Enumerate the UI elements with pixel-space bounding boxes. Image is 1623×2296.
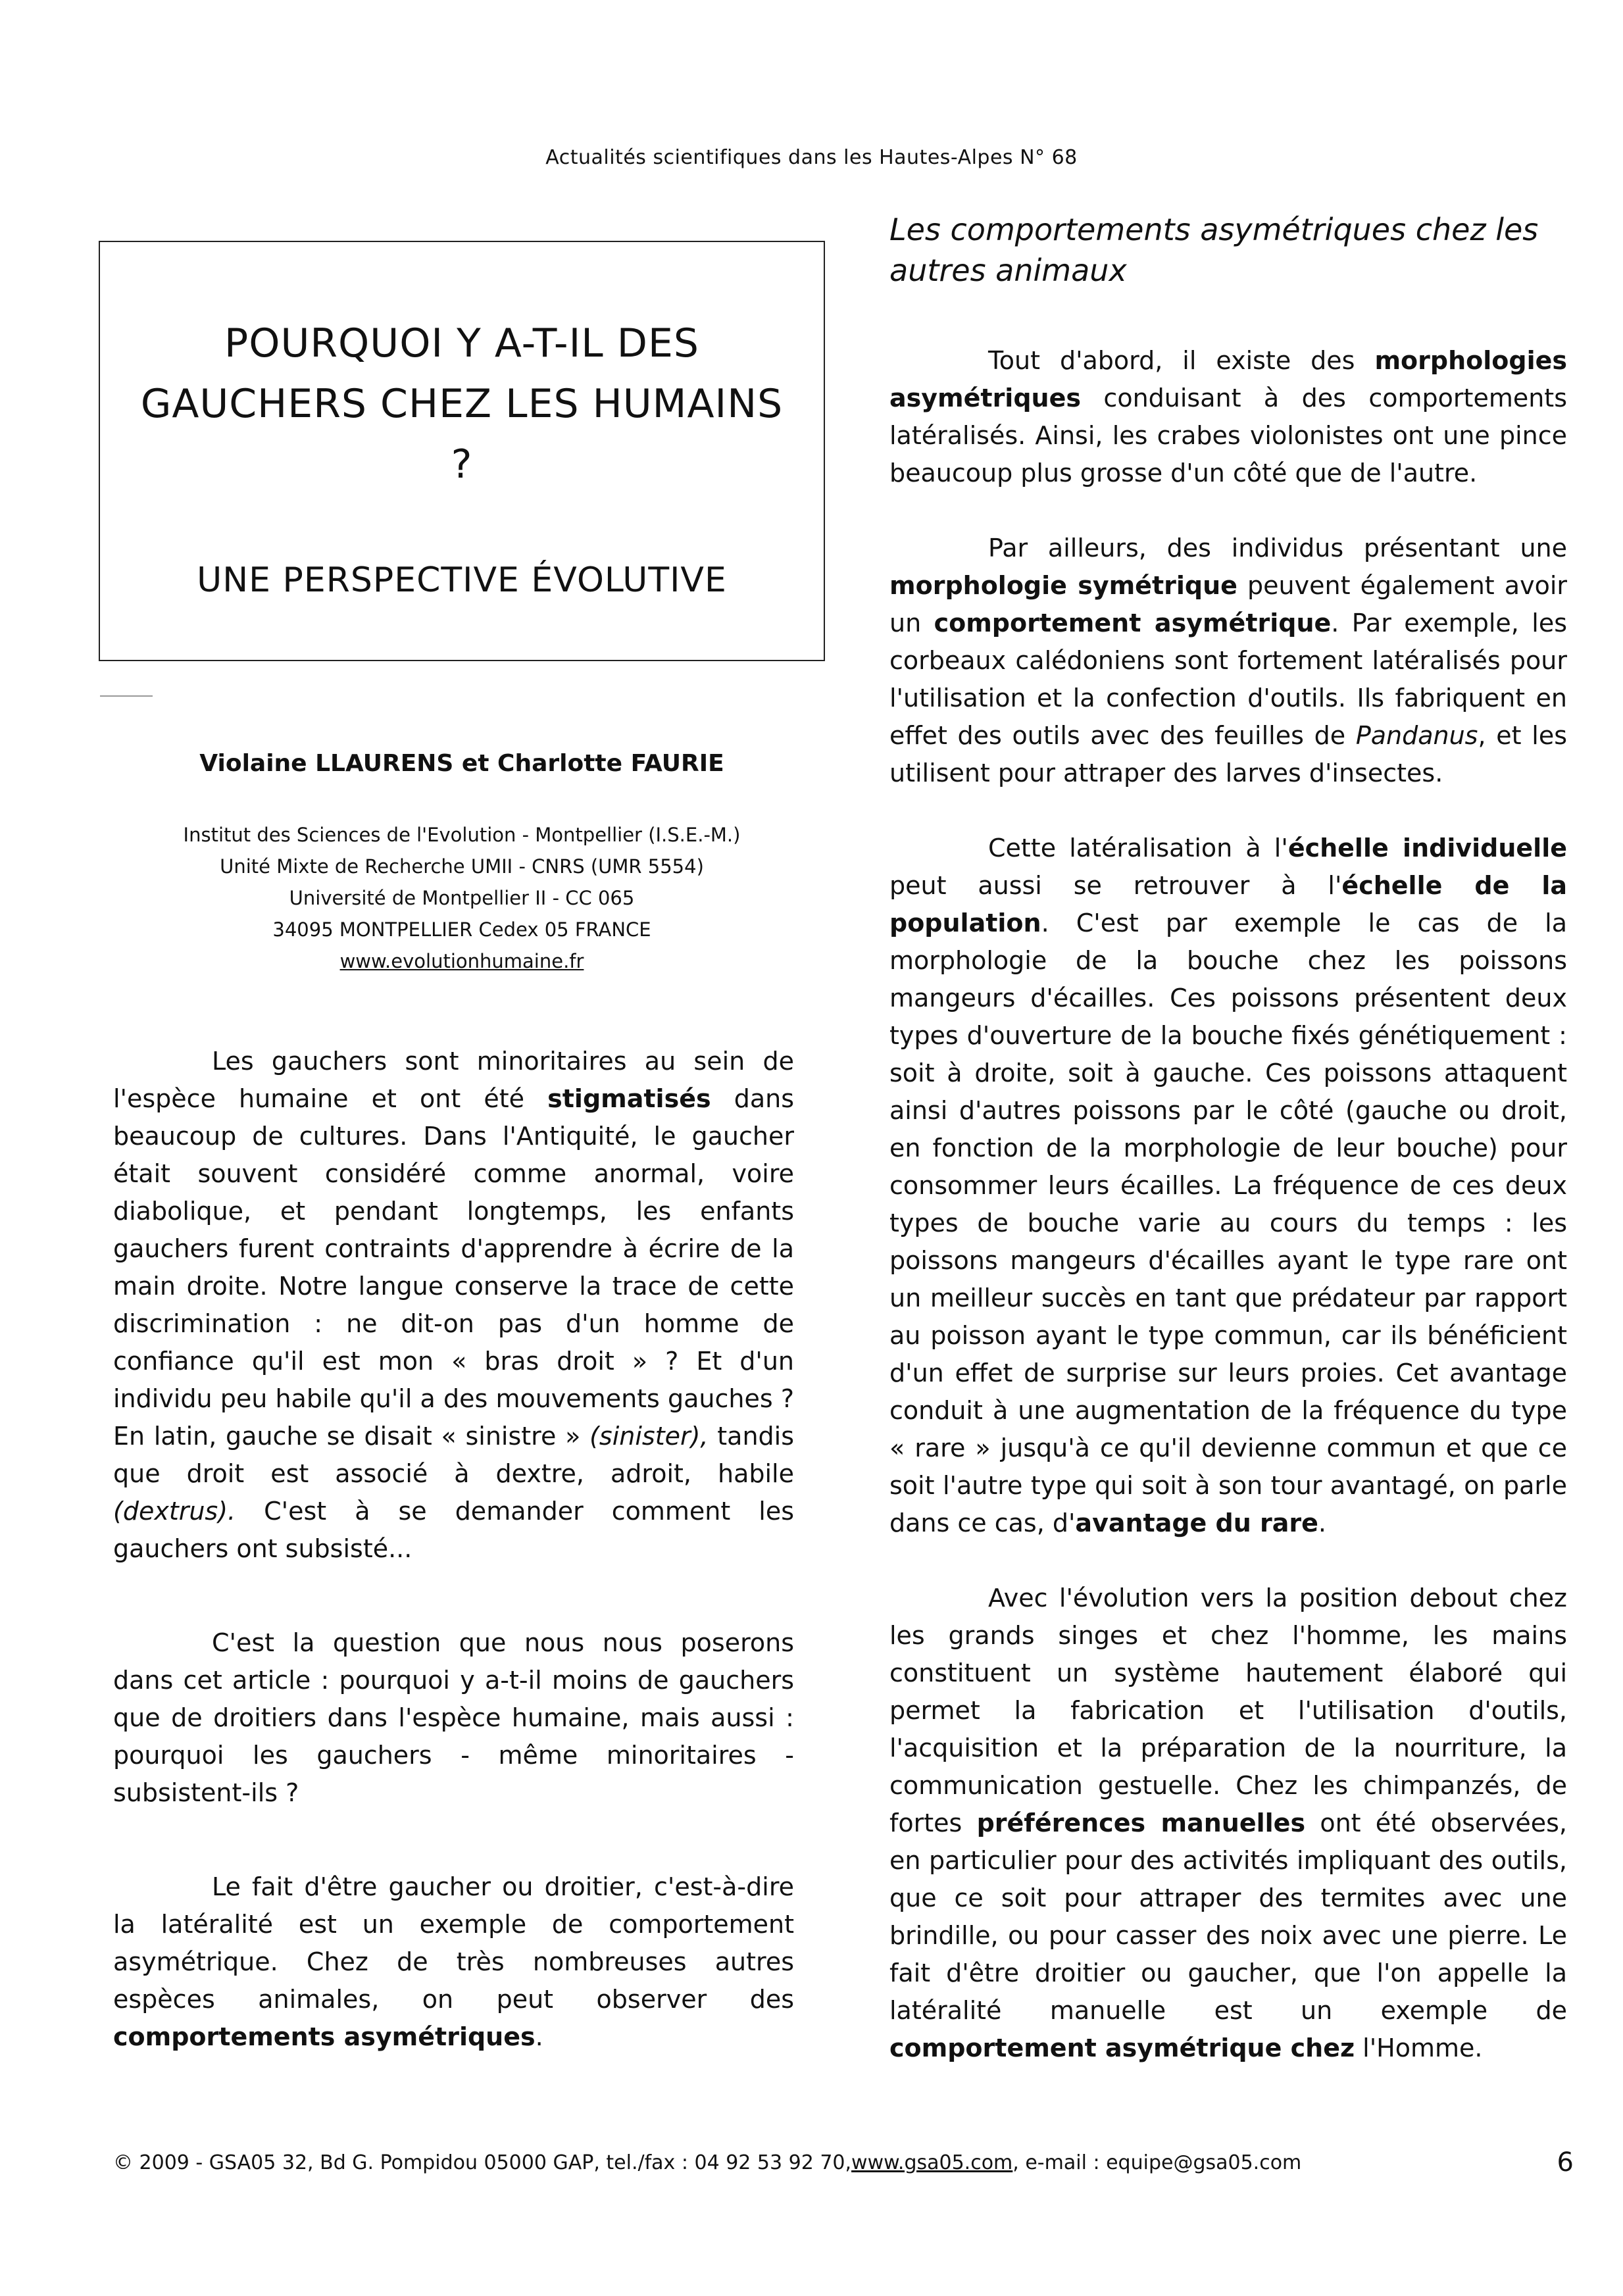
website-link[interactable]: www.evolutionhumaine.fr xyxy=(339,950,584,972)
article-subtitle: UNE PERSPECTIVE ÉVOLUTIVE xyxy=(197,561,727,600)
page-footer xyxy=(113,2147,1574,2178)
paragraph: Les gauchers sont minoritaires au sein de l'espèce humaine et ont été stigmatisés dans beaucoup de cultures. Dans l'Antiquité, le gaucher était souvent considéré comme anormal, voire diabolique, et pendant longtemps, les enfants gauchers furent contraints d'apprendre à écrire de la main droite. Notre langue conserve la trace de cette discrimination : ne dit-on pas d'un homme de confiance qu'il est mon « bras droit » ? Et d'un individu peu habile qu'il a des mouvements gauches ? En latin, gauche se disait « sinistre » (sinister), tandis que droit est associé à dextre, adroit, habile (dextrus). C'est à se demander comment les gauchers ont subsisté... xyxy=(113,1047,795,1563)
authors: Violaine LLAURENS et Charlotte FAURIE xyxy=(199,750,724,777)
affiliation-line: 34095 MONTPELLIER Cedex 05 FRANCE xyxy=(272,918,651,941)
footer-website-link[interactable]: www.gsa05.com xyxy=(851,2151,1013,2174)
affiliation-line: Université de Montpellier II - CC 065 xyxy=(289,887,635,909)
page-number: 6 xyxy=(1557,2147,1574,2178)
running-header: Actualités scientifiques dans les Hautes-Alpes N° 68 xyxy=(545,146,1078,169)
affiliation-line: Unité Mixte de Recherche UMII - CNRS (UMR 5554) xyxy=(220,855,704,878)
section-title: Les comportements asymétriques chez les autres animaux xyxy=(889,212,1539,288)
paragraph: C'est la question que nous nous poserons dans cet article : pourquoi y a-t-il moins de gauchers que de droitiers dans l'espèce humaine, mais aussi : pourquoi les gauchers - même minoritaires - subsistent-ils ? xyxy=(113,1628,794,1807)
left-column xyxy=(113,1043,794,2056)
paragraph: Avec l'évolution vers la position debout chez les grands singes et chez l'homme, les mains constituent un système hautement élaboré qui permet la fabrication et l'utilisation d'outils, l'acquisition et la préparation de la nourriture, la communication gestuelle. Chez les chimpanzés, de fortes préférences manuelles ont été observées, en particulier pour des activités impliquant des outils, que ce soit pour attraper des termites avec une brindille, ou pour casser des noix avec une pierre. Le fait d'être droitier ou gaucher, que l'on appelle la latéralité manuelle est un exemple de comportement asymétrique chez l'Homme. xyxy=(889,1584,1568,2062)
paragraph: Cette latéralisation à l'échelle individuelle peut aussi se retrouver à l'échelle de la population. C'est par exemple le cas de la morphologie de la bouche chez les poissons mangeurs d'écailles. Ces poissons présentent deux types d'ouverture de la bouche fixés génétiquement : soit à droite, soit à gauche. Ces poissons attaquent ainsi d'autres poissons par le côté (gauche ou droit, en fonction de la morphologie de leur bouche) pour consommer leurs écailles. La fréquence de ces deux types de bouche varie au cours du temps : les poissons mangeurs d'écailles ayant le type rare ont un meilleur succès en tant que prédateur par rapport au poisson ayant le type commun, car ils bénéficient d'un effet de surprise sur leurs proies. Cet avantage conduit à une augmentation de la fréquence du type « rare » jusqu'à ce qu'il devienne commun et que ce soit l'autre type qui soit à son tour avantagé, on parle dans ce cas, d'avantage du rare. xyxy=(889,834,1568,1537)
paragraph: Par ailleurs, des individus présentant une morphologie symétrique peuvent également avoir un comportement asymétrique. Par exemple, les corbeaux calédoniens sont fortement latéralisés pour l'utilisation et la confection d'outils. Ils fabriquent en effet des outils avec des feuilles de Pandanus, et les utilisent pour attraper des larves d'insectes. xyxy=(889,534,1568,787)
paragraph: Le fait d'être gaucher ou droitier, c'est-à-dire la latéralité est un exemple de comportement asymétrique. Chez de très nombreuses autres espèces animales, on peut observer des comportements asymétriques. xyxy=(113,1872,794,2051)
footer-email: , e-mail : equipe@gsa05.com xyxy=(1012,2151,1302,2174)
affiliation-line: Institut des Sciences de l'Evolution - Montpellier (I.S.E.-M.) xyxy=(183,824,741,846)
footer-text: © 2009 - GSA05 32, Bd G. Pompidou 05000 GAP, tel./fax : 04 92 53 92 70, xyxy=(113,2151,852,2174)
right-column xyxy=(889,209,1567,2105)
title-box xyxy=(99,241,825,661)
article-title: POURQUOI Y A-T-IL DES GAUCHERS CHEZ LES HUMAINS ? xyxy=(140,320,784,487)
paragraph: Tout d'abord, il existe des morphologies asymétriques conduisant à des comportements latéralisés. Ainsi, les crabes violonistes ont une pince beaucoup plus grosse d'un côté que de l'autre. xyxy=(889,346,1567,487)
affiliation xyxy=(99,819,825,977)
divider xyxy=(100,695,153,697)
